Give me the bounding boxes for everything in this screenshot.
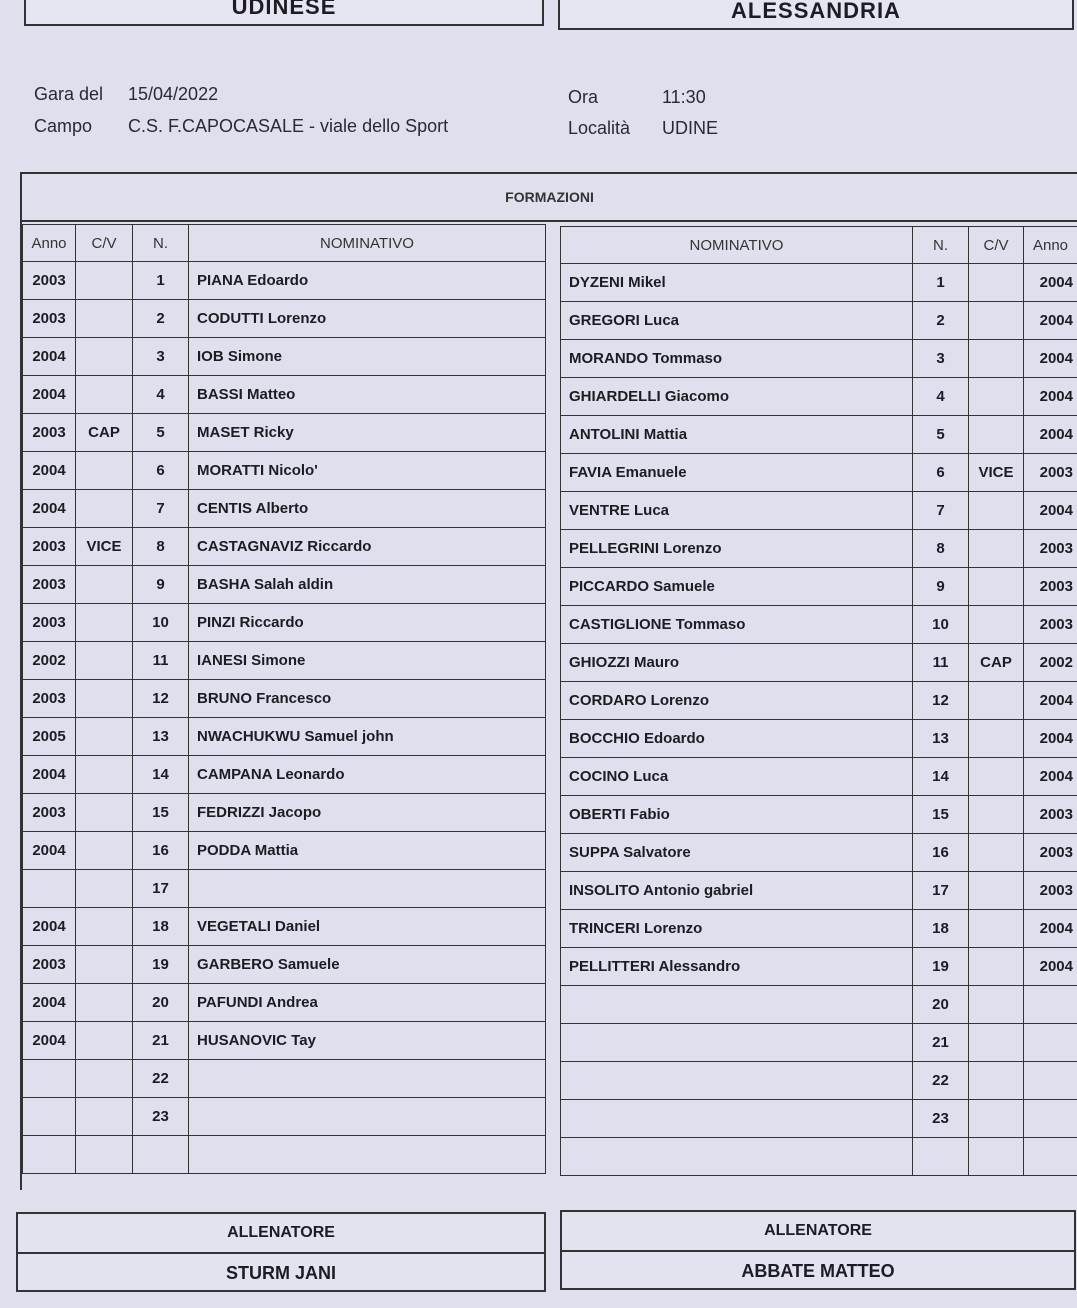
- player-cv: [969, 872, 1024, 910]
- player-anno: 2004: [1024, 416, 1077, 454]
- player-number: 20: [913, 986, 969, 1024]
- match-info-left: [34, 78, 448, 142]
- player-anno: 2004: [1024, 948, 1077, 986]
- player-anno: [23, 1136, 76, 1174]
- header-cv: C/V: [76, 225, 133, 262]
- formazioni-title: FORMAZIONI: [22, 174, 1077, 222]
- player-anno: [23, 1060, 76, 1098]
- player-cv: [969, 568, 1024, 606]
- player-name: GARBERO Samuele: [189, 946, 546, 984]
- player-anno: 2003: [1024, 796, 1077, 834]
- player-cv: [76, 300, 133, 338]
- table-row: [23, 490, 546, 528]
- table-row: [561, 1024, 1077, 1062]
- player-cv: [76, 452, 133, 490]
- header-anno: Anno: [1024, 227, 1077, 264]
- player-number: 16: [913, 834, 969, 872]
- table-row: [23, 376, 546, 414]
- player-name: BASHA Salah aldin: [189, 566, 546, 604]
- campo-label: Campo: [34, 116, 93, 136]
- player-name: CASTIGLIONE Tommaso: [561, 606, 913, 644]
- player-cv: [76, 908, 133, 946]
- home-roster-table: [22, 224, 546, 1174]
- player-number: 21: [133, 1022, 189, 1060]
- player-number: 18: [913, 910, 969, 948]
- home-coach-name: STURM JANI: [225, 1262, 336, 1283]
- player-name: INSOLITO Antonio gabriel: [561, 872, 913, 910]
- table-row: [561, 454, 1077, 492]
- player-anno: 2005: [23, 718, 76, 756]
- gara-label: Gara del: [34, 84, 104, 104]
- table-row: [561, 568, 1077, 606]
- player-number: [133, 1136, 189, 1174]
- home-team-name: UDINESE: [24, 0, 544, 26]
- player-anno: 2004: [23, 338, 76, 376]
- player-anno: 2003: [1024, 530, 1077, 568]
- home-coach-label: ALLENATORE: [18, 1214, 544, 1254]
- player-anno: [1024, 1138, 1077, 1176]
- player-cv: [969, 720, 1024, 758]
- player-name: MASET Ricky: [189, 414, 546, 452]
- player-cv: [969, 606, 1024, 644]
- player-number: 5: [913, 416, 969, 454]
- player-name: IANESI Simone: [189, 642, 546, 680]
- player-number: 2: [133, 300, 189, 338]
- table-row: [23, 452, 546, 490]
- player-anno: 2003: [23, 680, 76, 718]
- player-name: VEGETALI Daniel: [189, 908, 546, 946]
- player-anno: 2004: [23, 984, 76, 1022]
- player-anno: 2004: [1024, 758, 1077, 796]
- table-row: [23, 338, 546, 376]
- player-cv: [969, 340, 1024, 378]
- header-n: N.: [913, 227, 969, 264]
- table-row: [23, 756, 546, 794]
- player-name: IOB Simone: [189, 338, 546, 376]
- campo-value: C.S. F.CAPOCASALE - viale dello Sport: [128, 116, 449, 136]
- table-row: [23, 1098, 546, 1136]
- table-row: [23, 870, 546, 908]
- player-number: 10: [913, 606, 969, 644]
- player-cv: CAP: [969, 644, 1024, 682]
- player-anno: 2004: [23, 1022, 76, 1060]
- player-name: CAMPANA Leonardo: [189, 756, 546, 794]
- player-cv: [76, 1060, 133, 1098]
- player-number: 1: [133, 262, 189, 300]
- player-name: FAVIA Emanuele: [561, 454, 913, 492]
- player-anno: 2003: [1024, 834, 1077, 872]
- home-roster-body: [23, 262, 546, 1174]
- player-cv: [76, 566, 133, 604]
- player-number: 11: [133, 642, 189, 680]
- player-name: PELLITTERI Alessandro: [561, 948, 913, 986]
- player-anno: 2004: [23, 832, 76, 870]
- player-anno: 2003: [23, 300, 76, 338]
- player-cv: [969, 796, 1024, 834]
- table-row: [561, 834, 1077, 872]
- player-anno: 2004: [1024, 910, 1077, 948]
- player-cv: [76, 262, 133, 300]
- table-row: [561, 416, 1077, 454]
- header-anno: Anno: [23, 225, 76, 262]
- table-row: [561, 1062, 1077, 1100]
- player-cv: [969, 492, 1024, 530]
- player-cv: VICE: [969, 454, 1024, 492]
- table-row: [561, 796, 1077, 834]
- player-name: SUPPA Salvatore: [561, 834, 913, 872]
- player-name: CODUTTI Lorenzo: [189, 300, 546, 338]
- table-row: [23, 908, 546, 946]
- player-anno: 2002: [1024, 644, 1077, 682]
- player-cv: [969, 758, 1024, 796]
- player-anno: [23, 1098, 76, 1136]
- table-row: [23, 718, 546, 756]
- table-row: [23, 1060, 546, 1098]
- table-row: [23, 1136, 546, 1174]
- player-anno: 2002: [23, 642, 76, 680]
- player-cv: CAP: [76, 414, 133, 452]
- away-roster-body: [561, 264, 1077, 1176]
- player-name: DYZENI Mikel: [561, 264, 913, 302]
- player-name: TRINCERI Lorenzo: [561, 910, 913, 948]
- table-row: [561, 530, 1077, 568]
- player-cv: [969, 416, 1024, 454]
- away-roster-table: [560, 226, 1077, 1176]
- table-row: [23, 642, 546, 680]
- away-coach-label: ALLENATORE: [562, 1212, 1074, 1252]
- table-row: [23, 680, 546, 718]
- player-anno: 2003: [1024, 606, 1077, 644]
- ora-label: Ora: [568, 87, 599, 107]
- table-row: [561, 872, 1077, 910]
- player-anno: 2004: [1024, 492, 1077, 530]
- player-number: 12: [913, 682, 969, 720]
- player-cv: [969, 834, 1024, 872]
- player-number: 4: [133, 376, 189, 414]
- player-number: 16: [133, 832, 189, 870]
- player-name: FEDRIZZI Jacopo: [189, 794, 546, 832]
- player-name: [561, 1062, 913, 1100]
- player-name: [189, 1060, 546, 1098]
- player-number: 18: [133, 908, 189, 946]
- player-cv: [969, 378, 1024, 416]
- player-number: 23: [133, 1098, 189, 1136]
- player-cv: [969, 948, 1024, 986]
- player-name: PINZI Riccardo: [189, 604, 546, 642]
- player-anno: 2003: [23, 946, 76, 984]
- player-anno: [1024, 986, 1077, 1024]
- player-cv: [969, 1024, 1024, 1062]
- player-anno: [23, 870, 76, 908]
- player-number: 17: [133, 870, 189, 908]
- table-row: [561, 302, 1077, 340]
- player-number: 9: [133, 566, 189, 604]
- player-cv: [969, 986, 1024, 1024]
- player-cv: [76, 338, 133, 376]
- player-name: VENTRE Luca: [561, 492, 913, 530]
- player-cv: [76, 870, 133, 908]
- table-row: [561, 644, 1077, 682]
- player-cv: [76, 642, 133, 680]
- player-number: 11: [913, 644, 969, 682]
- player-anno: 2004: [23, 908, 76, 946]
- player-cv: [969, 682, 1024, 720]
- player-anno: 2004: [1024, 378, 1077, 416]
- player-number: 6: [133, 452, 189, 490]
- player-cv: [76, 984, 133, 1022]
- player-number: 2: [913, 302, 969, 340]
- player-name: CASTAGNAVIZ Riccardo: [189, 528, 546, 566]
- player-anno: 2003: [23, 604, 76, 642]
- player-number: 7: [913, 492, 969, 530]
- header-nominativo: NOMINATIVO: [189, 225, 546, 262]
- player-name: [561, 1100, 913, 1138]
- player-cv: [76, 376, 133, 414]
- player-number: 1: [913, 264, 969, 302]
- player-number: 5: [133, 414, 189, 452]
- player-cv: [76, 946, 133, 984]
- table-row: [561, 492, 1077, 530]
- table-row: [23, 300, 546, 338]
- player-number: [913, 1138, 969, 1176]
- player-anno: 2003: [23, 528, 76, 566]
- player-anno: 2003: [1024, 568, 1077, 606]
- player-number: 3: [913, 340, 969, 378]
- player-cv: [969, 264, 1024, 302]
- player-number: 15: [913, 796, 969, 834]
- player-number: 8: [133, 528, 189, 566]
- player-number: 19: [133, 946, 189, 984]
- table-row: [561, 1100, 1077, 1138]
- player-cv: [76, 1098, 133, 1136]
- table-row: [23, 566, 546, 604]
- table-row: [561, 1138, 1077, 1176]
- player-cv: [76, 794, 133, 832]
- player-anno: [1024, 1100, 1077, 1138]
- player-number: 19: [913, 948, 969, 986]
- player-anno: 2003: [1024, 454, 1077, 492]
- player-name: MORANDO Tommaso: [561, 340, 913, 378]
- header-n: N.: [133, 225, 189, 262]
- table-row: [561, 758, 1077, 796]
- player-cv: [76, 718, 133, 756]
- player-anno: 2004: [23, 756, 76, 794]
- player-number: 14: [133, 756, 189, 794]
- table-row: [23, 832, 546, 870]
- player-anno: 2003: [23, 262, 76, 300]
- table-row: [561, 986, 1077, 1024]
- player-anno: 2004: [23, 376, 76, 414]
- player-anno: 2004: [1024, 682, 1077, 720]
- player-name: PICCARDO Samuele: [561, 568, 913, 606]
- player-number: 13: [913, 720, 969, 758]
- player-name: BOCCHIO Edoardo: [561, 720, 913, 758]
- player-name: ANTOLINI Mattia: [561, 416, 913, 454]
- table-row: [23, 946, 546, 984]
- player-cv: [76, 490, 133, 528]
- player-name: [561, 1024, 913, 1062]
- player-number: 13: [133, 718, 189, 756]
- header-cv: C/V: [969, 227, 1024, 264]
- player-cv: [969, 910, 1024, 948]
- player-name: COCINO Luca: [561, 758, 913, 796]
- player-anno: 2004: [1024, 302, 1077, 340]
- away-header-row: [561, 227, 1077, 264]
- table-row: [561, 378, 1077, 416]
- player-name: PAFUNDI Andrea: [189, 984, 546, 1022]
- player-number: 14: [913, 758, 969, 796]
- table-row: [23, 262, 546, 300]
- player-cv: [76, 756, 133, 794]
- player-number: 22: [913, 1062, 969, 1100]
- player-number: 8: [913, 530, 969, 568]
- player-anno: 2004: [1024, 340, 1077, 378]
- gara-date: 15/04/2022: [128, 84, 219, 104]
- player-anno: [1024, 1024, 1077, 1062]
- ora-value: 11:30: [662, 87, 706, 107]
- player-number: 20: [133, 984, 189, 1022]
- player-cv: [76, 604, 133, 642]
- player-name: [561, 1138, 913, 1176]
- player-number: 6: [913, 454, 969, 492]
- table-row: [23, 1022, 546, 1060]
- player-number: 22: [133, 1060, 189, 1098]
- player-number: 23: [913, 1100, 969, 1138]
- localita-value: UDINE: [662, 118, 719, 138]
- player-number: 15: [133, 794, 189, 832]
- header-nominativo: NOMINATIVO: [561, 227, 913, 264]
- player-name: GHIOZZI Mauro: [561, 644, 913, 682]
- table-row: [561, 606, 1077, 644]
- player-name: OBERTI Fabio: [561, 796, 913, 834]
- player-number: 3: [133, 338, 189, 376]
- player-name: NWACHUKWU Samuel john: [189, 718, 546, 756]
- table-row: [561, 682, 1077, 720]
- table-row: [561, 340, 1077, 378]
- player-anno: 2003: [23, 414, 76, 452]
- player-number: 4: [913, 378, 969, 416]
- player-anno: 2003: [23, 566, 76, 604]
- player-cv: [969, 1062, 1024, 1100]
- player-cv: [76, 680, 133, 718]
- player-cv: [76, 832, 133, 870]
- away-coach-box: [560, 1210, 1076, 1290]
- match-info-right: [568, 82, 718, 144]
- player-cv: [969, 302, 1024, 340]
- home-header-row: [23, 225, 546, 262]
- player-name: PODDA Mattia: [189, 832, 546, 870]
- player-name: PIANA Edoardo: [189, 262, 546, 300]
- player-number: 10: [133, 604, 189, 642]
- player-anno: 2004: [1024, 264, 1077, 302]
- table-row: [23, 414, 546, 452]
- table-row: [561, 264, 1077, 302]
- table-row: [23, 604, 546, 642]
- home-coach-box: [16, 1212, 546, 1292]
- player-name: MORATTI Nicolo': [189, 452, 546, 490]
- player-anno: 2003: [23, 794, 76, 832]
- player-number: 7: [133, 490, 189, 528]
- player-name: PELLEGRINI Lorenzo: [561, 530, 913, 568]
- away-team-name: ALESSANDRIA: [558, 0, 1074, 30]
- table-row: [23, 984, 546, 1022]
- player-name: HUSANOVIC Tay: [189, 1022, 546, 1060]
- player-cv: [969, 530, 1024, 568]
- player-cv: VICE: [76, 528, 133, 566]
- player-anno: 2003: [1024, 872, 1077, 910]
- player-number: 21: [913, 1024, 969, 1062]
- player-name: CORDARO Lorenzo: [561, 682, 913, 720]
- player-name: CENTIS Alberto: [189, 490, 546, 528]
- player-anno: [1024, 1062, 1077, 1100]
- table-row: [561, 910, 1077, 948]
- player-name: GREGORI Luca: [561, 302, 913, 340]
- player-number: 12: [133, 680, 189, 718]
- player-name: BRUNO Francesco: [189, 680, 546, 718]
- player-name: [189, 1136, 546, 1174]
- player-number: 17: [913, 872, 969, 910]
- player-name: [189, 870, 546, 908]
- player-anno: 2004: [1024, 720, 1077, 758]
- away-coach-name: ABBATE MATTEO: [741, 1260, 895, 1281]
- table-row: [23, 794, 546, 832]
- player-cv: [76, 1136, 133, 1174]
- player-cv: [76, 1022, 133, 1060]
- player-cv: [969, 1100, 1024, 1138]
- table-row: [23, 528, 546, 566]
- player-name: [189, 1098, 546, 1136]
- player-name: [561, 986, 913, 1024]
- localita-label: Località: [568, 118, 631, 138]
- player-cv: [969, 1138, 1024, 1176]
- table-row: [561, 720, 1077, 758]
- player-name: BASSI Matteo: [189, 376, 546, 414]
- player-anno: 2004: [23, 490, 76, 528]
- player-anno: 2004: [23, 452, 76, 490]
- table-row: [561, 948, 1077, 986]
- player-name: GHIARDELLI Giacomo: [561, 378, 913, 416]
- player-number: 9: [913, 568, 969, 606]
